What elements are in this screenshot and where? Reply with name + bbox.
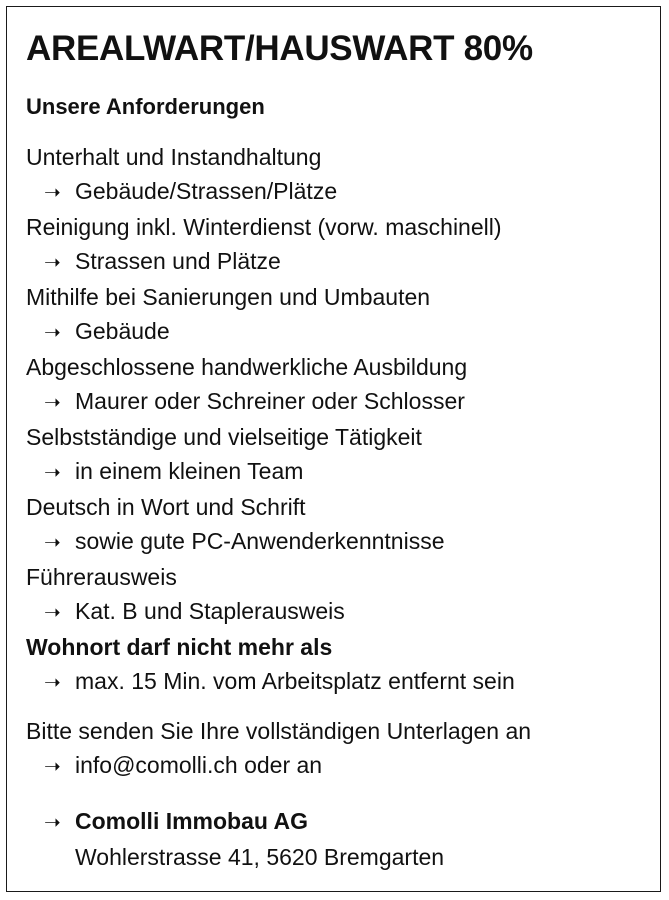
- company-name: ➝ Comolli Immobau AG: [26, 804, 656, 840]
- arrow-right-icon: ➝: [44, 756, 61, 778]
- company-block: [26, 804, 656, 874]
- application-intro: Bitte senden Sie Ihre vollständigen Unterlagen an: [26, 718, 532, 744]
- requirement-detail: ➝ Maurer oder Schreiner oder Schlosser: [26, 384, 656, 420]
- requirement-main: Reinigung inkl. Winterdienst (vorw. maschinell): [26, 214, 502, 240]
- application-email: ➝ info@comolli.ch oder an: [26, 748, 656, 784]
- application-block: [26, 714, 656, 784]
- requirement-detail: ➝ Kat. B und Staplerausweis: [26, 594, 656, 630]
- requirements-list: [26, 140, 656, 700]
- requirement-main: Selbstständige und vielseitige Tätigkeit: [26, 424, 422, 450]
- arrow-right-icon: ➝: [44, 322, 61, 344]
- requirement-detail: ➝ sowie gute PC-Anwenderkenntnisse: [26, 524, 656, 560]
- arrow-right-icon: ➝: [44, 672, 61, 694]
- requirement-main: Unterhalt und Instandhaltung: [26, 144, 322, 170]
- arrow-right-icon: ➝: [44, 602, 61, 624]
- requirement-detail: ➝ max. 15 Min. vom Arbeitsplatz entfernt sein: [26, 664, 656, 700]
- arrow-right-icon: ➝: [44, 182, 61, 204]
- arrow-right-icon: ➝: [44, 532, 61, 554]
- arrow-right-icon: ➝: [44, 392, 61, 414]
- arrow-right-icon: ➝: [44, 812, 61, 834]
- company-address: Wohlerstrasse 41, 5620 Bremgarten: [75, 844, 445, 870]
- requirement-detail: ➝ Strassen und Plätze: [26, 244, 656, 280]
- requirement-main: Wohnort darf nicht mehr als: [26, 634, 333, 660]
- requirement-detail: ➝ in einem kleinen Team: [26, 454, 656, 490]
- requirement-main: Führerausweis: [26, 564, 177, 590]
- requirements-heading: Unsere Anforderungen: [26, 94, 265, 119]
- arrow-right-icon: ➝: [44, 252, 61, 274]
- requirement-detail: ➝ Gebäude/Strassen/Plätze: [26, 174, 656, 210]
- requirement-main: Abgeschlossene handwerkliche Ausbildung: [26, 354, 468, 380]
- job-ad: [26, 28, 656, 874]
- requirement-main: Deutsch in Wort und Schrift: [26, 494, 306, 520]
- job-title: AREALWART/HAUSWART 80%: [26, 29, 533, 68]
- arrow-right-icon: ➝: [44, 462, 61, 484]
- requirement-detail: ➝ Gebäude: [26, 314, 656, 350]
- requirement-main: Mithilfe bei Sanierungen und Umbauten: [26, 284, 431, 310]
